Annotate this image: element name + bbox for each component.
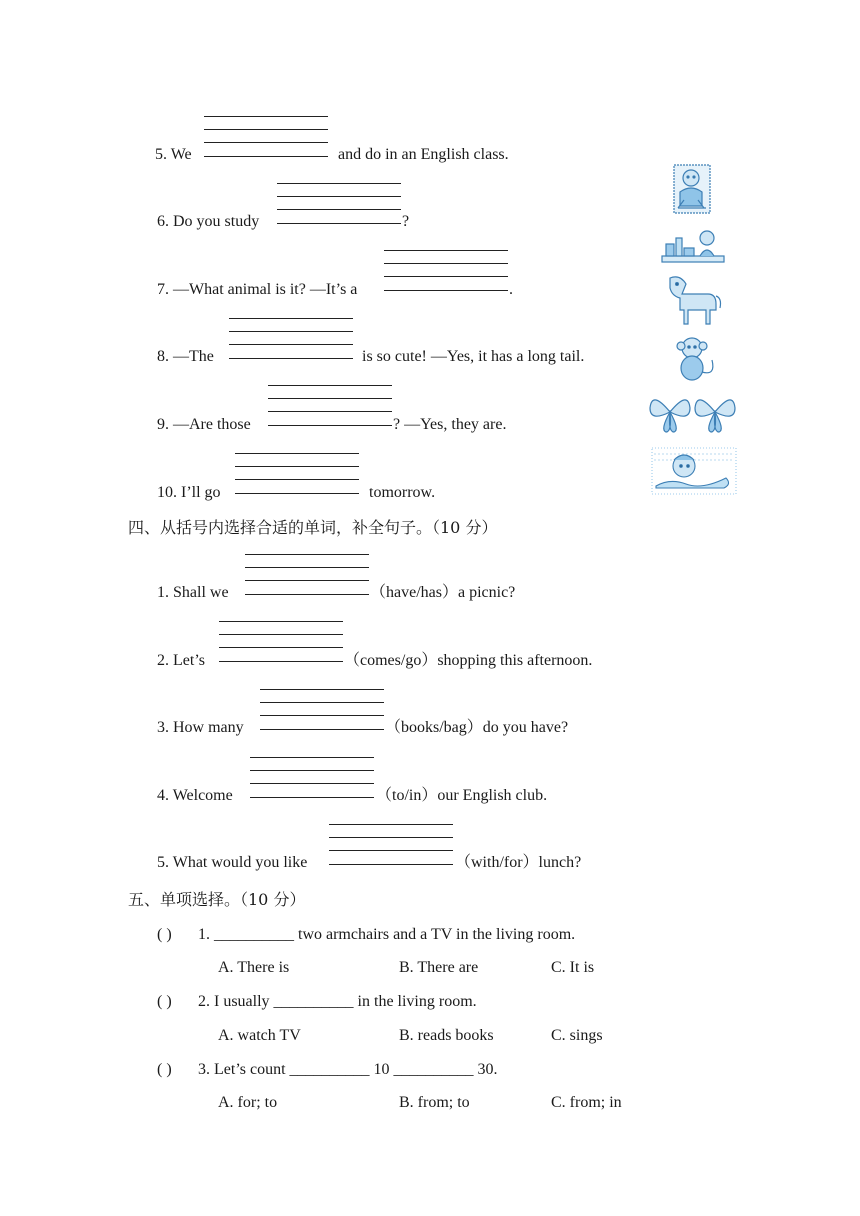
answer-paren[interactable]: ( ) — [157, 926, 172, 943]
writing-lines[interactable] — [260, 689, 384, 729]
option-c[interactable]: C. from; in — [551, 1094, 622, 1111]
question-text-after: and do in an English class. — [338, 146, 509, 163]
writing-lines[interactable] — [235, 453, 359, 493]
question-text-before: —What animal is it? —It’s a — [173, 281, 358, 298]
option-c[interactable]: C. It is — [551, 959, 595, 976]
question-number: 8. —The — [157, 348, 214, 365]
kids-in-class-icon — [670, 162, 716, 218]
question-text-after: ? —Yes, they are. — [393, 416, 507, 433]
writing-lines[interactable] — [204, 116, 328, 156]
swimming-child-icon — [650, 446, 738, 496]
word-options: （have/has）a picnic? — [370, 584, 516, 601]
writing-lines[interactable] — [219, 621, 343, 661]
question-text-before: —Are those — [173, 416, 251, 433]
question-text-after: is so cute! —Yes, it has a long tail. — [362, 348, 585, 365]
writing-lines[interactable] — [384, 250, 508, 290]
writing-lines[interactable] — [229, 318, 353, 358]
question-text: 5. What would you like — [157, 854, 308, 871]
question-stem: 3. Let’s count __________ 10 __________ 30. — [198, 1061, 498, 1078]
section4-heading: 四、从括号内选择合适的单词，补全句子。（10 分） — [128, 518, 498, 537]
question-text: 1. Shall we — [157, 584, 229, 601]
option-b[interactable]: B. from; to — [399, 1094, 470, 1111]
answer-paren[interactable]: ( ) — [157, 1061, 172, 1078]
question-number: 9. —Are those — [157, 416, 251, 433]
horse-icon — [660, 272, 724, 328]
question-text: 2. Let’s — [157, 652, 205, 669]
writing-lines[interactable] — [329, 824, 453, 864]
word-options: （books/bag）do you have? — [385, 719, 569, 736]
question-text-before: —The — [173, 348, 214, 365]
question-number: 10. I’ll go — [157, 484, 221, 501]
word-options: （comes/go）shopping this afternoon. — [344, 652, 593, 669]
section5-heading: 五、单项选择。（10 分） — [128, 890, 306, 909]
monkey-icon — [672, 334, 718, 384]
word-options: （with/for）lunch? — [455, 854, 582, 871]
question-text-after: ? — [402, 213, 410, 230]
butterflies-icon — [648, 390, 738, 434]
question-text-after: . — [509, 281, 513, 298]
word-options: （to/in）our English club. — [376, 787, 548, 804]
option-b[interactable]: B. reads books — [399, 1027, 494, 1044]
question-number: 6. Do you study — [157, 213, 260, 230]
question-number: 7. —What animal is it? —It’s a — [157, 281, 358, 298]
option-c[interactable]: C. sings — [551, 1027, 603, 1044]
option-a[interactable]: A. for; to — [218, 1094, 278, 1111]
writing-lines[interactable] — [268, 385, 392, 425]
question-stem: 2. I usually __________ in the living room. — [198, 993, 477, 1010]
question-text: 4. Welcome — [157, 787, 233, 804]
question-text-before: I’ll go — [181, 484, 221, 501]
option-a[interactable]: A. watch TV — [218, 1027, 301, 1044]
books-on-desk-icon — [660, 226, 726, 266]
question-text-before: Do you study — [173, 213, 260, 230]
question-number: 5. We — [155, 146, 192, 163]
question-stem: 1. __________ two armchairs and a TV in the living room. — [198, 926, 576, 943]
writing-lines[interactable] — [277, 183, 401, 223]
option-a[interactable]: A. There is — [218, 959, 290, 976]
question-text-after: tomorrow. — [369, 484, 436, 501]
writing-lines[interactable] — [250, 757, 374, 797]
answer-paren[interactable]: ( ) — [157, 993, 172, 1010]
option-b[interactable]: B. There are — [399, 959, 479, 976]
writing-lines[interactable] — [245, 554, 369, 594]
question-text: 3. How many — [157, 719, 244, 736]
question-text-before: We — [170, 146, 192, 163]
